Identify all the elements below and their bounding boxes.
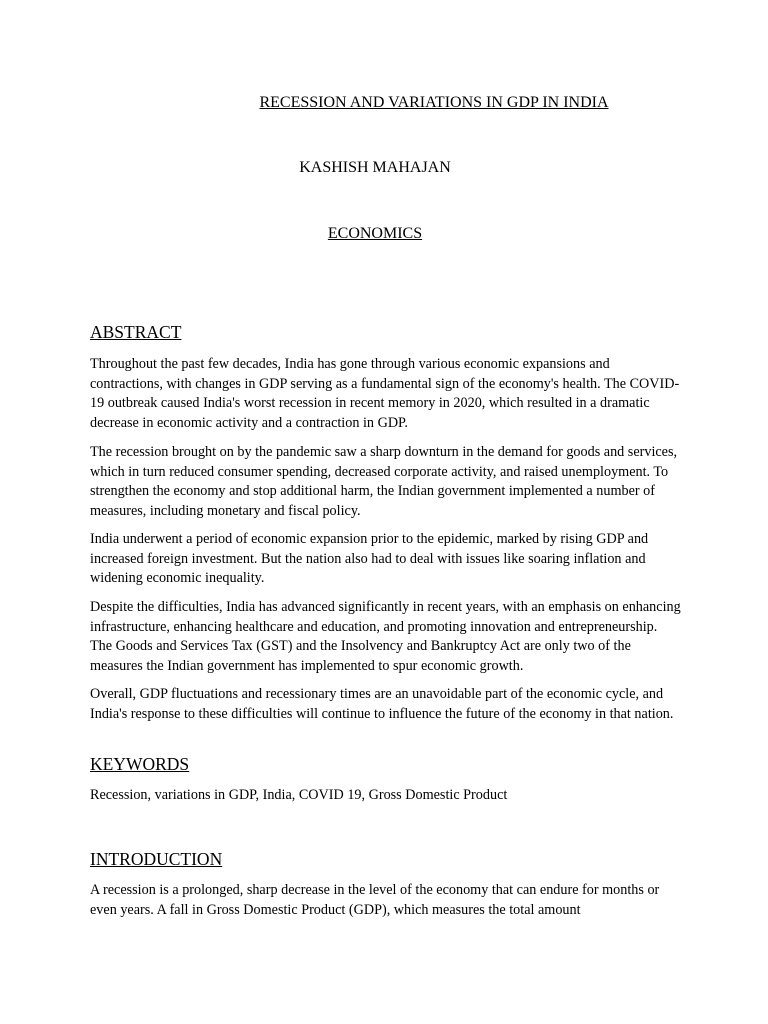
- author-name: KASHISH MAHAJAN: [299, 159, 451, 176]
- abstract-paragraph-2: The recession brought on by the pandemic saw a sharp downturn in the demand for goods and services, which in turn reduced consumer spending, decreased corporate activity, and raised unemployment. To strengthen the economy and stop additional harm, the Indian government implemented a number of measures, including monetary and fiscal policy.: [90, 444, 678, 519]
- abstract-paragraph-3: India underwent a period of economic expansion prior to the epidemic, marked by rising GDP and increased foreign investment. But the nation also had to deal with issues like soaring inflation and widening economic inequality.: [90, 531, 649, 586]
- introduction-paragraph: A recession is a prolonged, sharp decrease in the level of the economy that can endure for months or even years. A fall in Gross Domestic Product (GDP), which measures the total amount: [90, 882, 660, 918]
- abstract-paragraph-1: Throughout the past few decades, India has gone through various economic expansions and contractions, with changes in GDP serving as a fundamental sign of the economy's health. The COVID-19 outbreak caused India's worst recession in recent memory in 2020, which resulted in a dramatic decrease in economic activity and a contraction in GDP.: [90, 356, 680, 431]
- abstract-heading: ABSTRACT: [90, 322, 182, 342]
- paper-title: RECESSION AND VARIATIONS IN GDP IN INDIA: [259, 94, 609, 111]
- keywords-text: Recession, variations in GDP, India, COVID 19, Gross Domestic Product: [90, 787, 508, 803]
- subject-name: ECONOMICS: [327, 225, 423, 242]
- keywords-heading: KEYWORDS: [90, 754, 190, 774]
- abstract-paragraph-5: Overall, GDP fluctuations and recessionary times are an unavoidable part of the economic cycle, and India's response to these difficulties will continue to influence the future of the economy in that nation.: [90, 686, 674, 722]
- introduction-heading: INTRODUCTION: [90, 849, 223, 869]
- abstract-paragraph-4: Despite the difficulties, India has advanced significantly in recent years, with an emphasis on enhancing infrastructure, enhancing healthcare and education, and promoting innovation and entrepreneurship. The Goods and Services Tax (GST) and the Insolvency and Bankruptcy Act are only two of the measures the Indian government has implemented to spur economic growth.: [90, 599, 681, 674]
